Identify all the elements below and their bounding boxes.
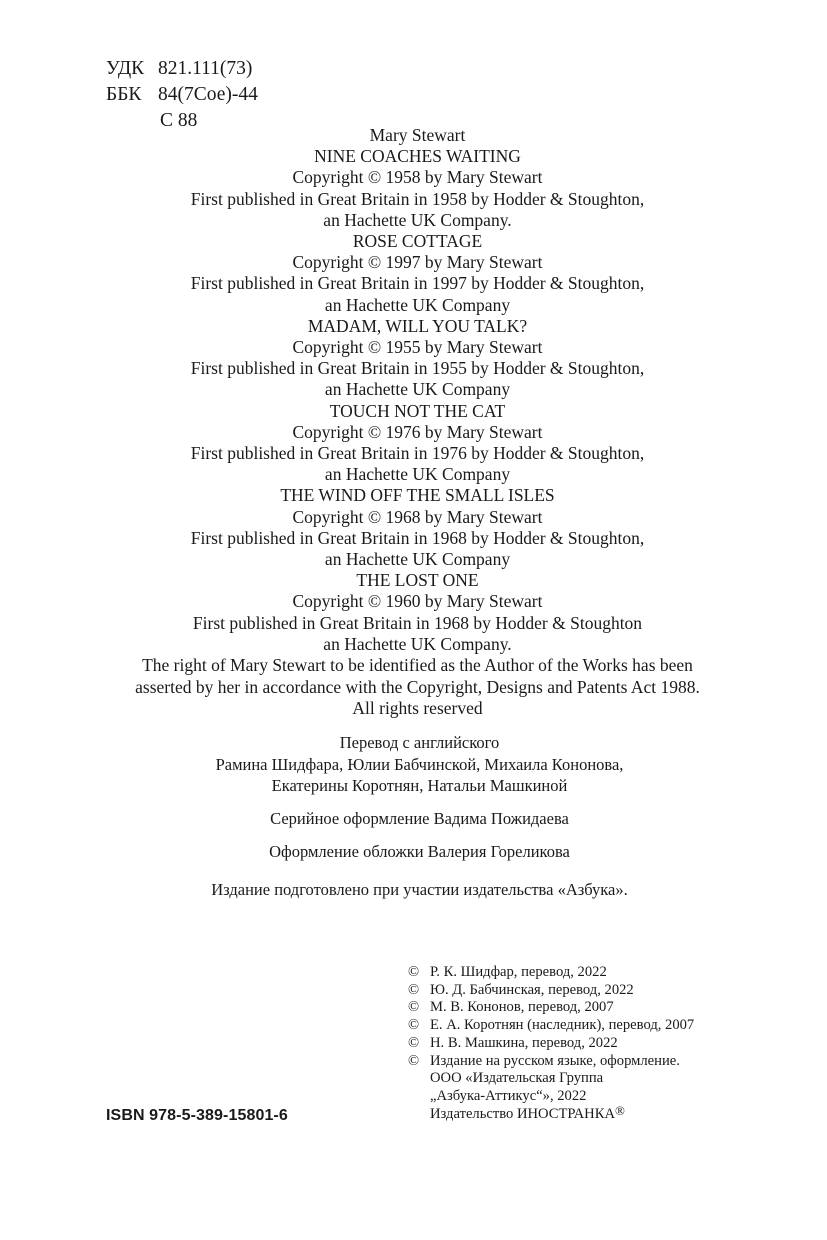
bbk-label: ББК bbox=[106, 84, 142, 105]
copyright-text: Издание на русском языке, оформление. bbox=[430, 1052, 680, 1069]
copyright-text: Е. А. Коротнян (наследник), перевод, 2007 bbox=[430, 1017, 695, 1034]
registered-mark: ® bbox=[615, 1102, 625, 1118]
rights-line: asserted by her in accordance with the Copyright, Designs and Patents Act 1988. bbox=[135, 676, 700, 697]
credit-line: an Hachette UK Company bbox=[324, 464, 511, 485]
series-design-credit: Серийное оформление Вадима Пожидаева bbox=[270, 809, 569, 828]
credit-line: MADAM, WILL YOU TALK? bbox=[307, 315, 528, 336]
credit-line: First published in Great Britain in 1968 by Hodder & Stoughton, bbox=[190, 527, 645, 548]
credit-line: NINE COACHES WAITING bbox=[314, 146, 521, 167]
credit-line: Copyright © 1958 by Mary Stewart bbox=[292, 167, 543, 188]
copyright-item bbox=[408, 964, 694, 982]
copyright-symbol: © bbox=[408, 1034, 420, 1051]
imprint-line bbox=[408, 1102, 694, 1124]
copyright-item bbox=[408, 982, 694, 1000]
isbn: ISBN 978-5-389-15801-6 bbox=[106, 1107, 288, 1124]
library-classification bbox=[106, 56, 258, 134]
copyright-symbol: © bbox=[408, 981, 420, 998]
credit-line: Copyright © 1955 by Mary Stewart bbox=[292, 337, 543, 358]
copyright-symbol: © bbox=[408, 1017, 420, 1034]
credit-line: an Hachette UK Company. bbox=[323, 633, 512, 654]
translation-heading: Перевод с английского bbox=[339, 733, 500, 752]
copyright-symbol: © bbox=[408, 999, 420, 1016]
credit-line: Mary Stewart bbox=[369, 125, 466, 145]
credit-line: ROSE COTTAGE bbox=[352, 231, 483, 252]
translators-line: Екатерины Коротнян, Натальи Машкиной bbox=[271, 776, 568, 796]
credit-line: TOUCH NOT THE CAT bbox=[329, 400, 506, 421]
credit-line: First published in Great Britain in 1997 by Hodder & Stoughton, bbox=[190, 273, 645, 294]
udk-label: УДК bbox=[106, 58, 145, 79]
credit-line: First published in Great Britain in 1955 by Hodder & Stoughton, bbox=[190, 358, 645, 379]
cover-design-credit: Оформление обложки Валерия Гореликова bbox=[269, 842, 570, 861]
imprint-name: Издательство ИНОСТРАНКА bbox=[430, 1105, 615, 1122]
credit-line: an Hachette UK Company bbox=[324, 379, 511, 400]
copyright-text: Ю. Д. Бабчинская, перевод, 2022 bbox=[430, 981, 634, 998]
copyright-text: М. В. Кононов, перевод, 2007 bbox=[430, 999, 614, 1016]
publisher-line: „Азбука-Аттикус“», 2022 bbox=[430, 1087, 587, 1104]
udk-row bbox=[106, 56, 258, 82]
copyright-text: Р. К. Шидфар, перевод, 2022 bbox=[430, 964, 607, 980]
author-mark: С 88 bbox=[160, 110, 198, 131]
credit-line: an Hachette UK Company. bbox=[323, 209, 512, 230]
credit-line: THE LOST ONE bbox=[356, 570, 479, 591]
copyright-item bbox=[408, 999, 694, 1017]
credit-line: Copyright © 1960 by Mary Stewart bbox=[292, 591, 543, 612]
copyright-text: Н. В. Машкина, перевод, 2022 bbox=[430, 1034, 618, 1051]
bbk-value: 84(7Сое)-44 bbox=[158, 84, 258, 105]
bbk-row bbox=[106, 82, 258, 108]
copyright-item bbox=[408, 1053, 694, 1071]
copyright-symbol: © bbox=[408, 1052, 420, 1069]
credit-line: First published in Great Britain in 1968 by Hodder & Stoughton bbox=[192, 612, 643, 633]
udk-value: 821.111(73) bbox=[158, 58, 253, 79]
translators-line: Рамина Шидфара, Юлии Бабчинской, Михаила Кононова, bbox=[215, 754, 624, 774]
rights-line: All rights reserved bbox=[352, 698, 483, 718]
copyright-item bbox=[408, 1035, 694, 1053]
credit-line: Copyright © 1968 by Mary Stewart bbox=[292, 506, 543, 527]
publisher-line: ООО «Издательская Группа bbox=[430, 1070, 604, 1087]
rights-statement bbox=[4, 655, 827, 720]
translation-credits bbox=[6, 732, 827, 797]
credit-line: Copyright © 1976 by Mary Stewart bbox=[292, 421, 543, 442]
rights-line: The right of Mary Stewart to be identified as the Author of the Works has been bbox=[142, 655, 693, 675]
copyright-item bbox=[408, 1017, 694, 1035]
original-credits bbox=[4, 125, 827, 655]
edition-note: Издание подготовлено при участии издательства «Азбука». bbox=[211, 880, 628, 899]
credit-line: First published in Great Britain in 1976 by Hodder & Stoughton, bbox=[190, 443, 645, 464]
credit-line: Copyright © 1997 by Mary Stewart bbox=[292, 252, 543, 273]
credit-line: an Hachette UK Company bbox=[324, 549, 511, 570]
credit-line: First published in Great Britain in 1958 by Hodder & Stoughton, bbox=[190, 188, 645, 209]
copyright-symbol: © bbox=[408, 964, 420, 980]
credit-line: THE WIND OFF THE SMALL ISLES bbox=[280, 485, 555, 506]
credit-line: an Hachette UK Company bbox=[324, 294, 511, 315]
copyright-notices bbox=[408, 964, 694, 1123]
